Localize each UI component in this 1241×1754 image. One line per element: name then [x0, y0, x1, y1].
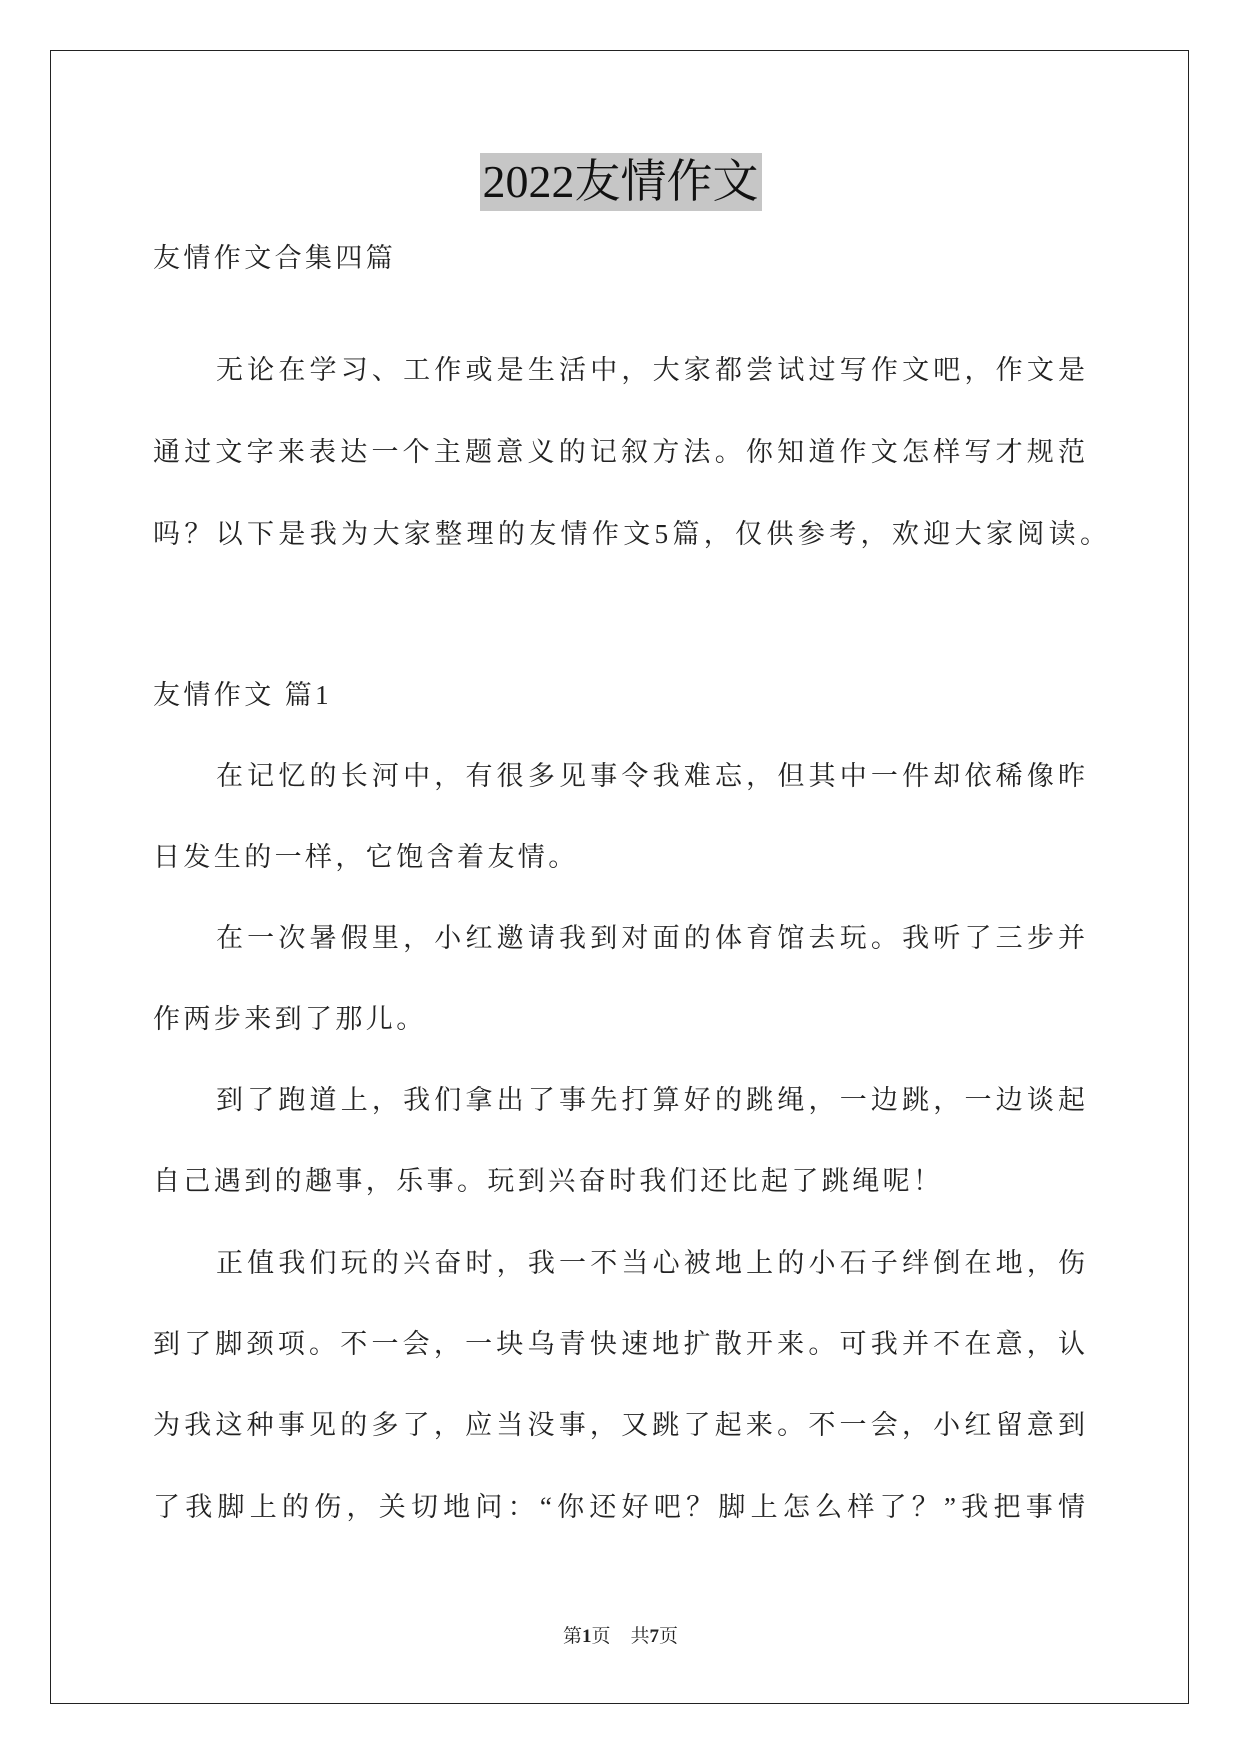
title-container [0, 153, 1241, 211]
intro-line: 无论在学习、工作或是生活中，大家都尝试过写作文吧，作文是 [216, 355, 1085, 385]
footer-page-suffix: 页 [591, 1626, 611, 1647]
footer-total-suffix: 页 [659, 1626, 679, 1647]
intro-line: 通过文字来表达一个主题意义的记叙方法。你知道作文怎样写才规范 [153, 437, 1085, 467]
footer-total-pages: 7 [649, 1626, 660, 1647]
essay-line: 正值我们玩的兴奋时，我一不当心被地上的小石子绊倒在地，伤 [216, 1248, 1085, 1278]
footer-page-number: 1 [581, 1626, 592, 1647]
intro-line: 吗？以下是我为大家整理的友情作文5篇，仅供参考，欢迎大家阅读。 [153, 519, 1107, 549]
page-footer [0, 1624, 1241, 1650]
essay-line: 到了跑道上，我们拿出了事先打算好的跳绳，一边跳，一边谈起 [216, 1085, 1085, 1115]
essay-line: 日发生的一样，它饱含着友情。 [153, 842, 579, 872]
essay-line: 为我这种事见的多了，应当没事，又跳了起来。不一会，小红留意到 [153, 1410, 1085, 1440]
essay-line: 在记忆的长河中，有很多见事令我难忘，但其中一件却依稀像昨 [216, 761, 1085, 791]
essay-line: 到了脚颈项。不一会，一块乌青快速地扩散开来。可我并不在意，认 [153, 1329, 1085, 1359]
essay-line: 在一次暑假里，小红邀请我到对面的体育馆去玩。我听了三步并 [216, 923, 1085, 953]
footer-total-prefix: 共 [630, 1626, 650, 1647]
collection-heading: 友情作文合集四篇 [153, 243, 397, 273]
essay-line: 作两步来到了那儿。 [153, 1004, 427, 1034]
footer-page-prefix: 第 [562, 1626, 582, 1647]
essay-heading: 友情作文 篇1 [153, 680, 333, 710]
page-border [50, 50, 1189, 1704]
essay-line: 自己遇到的趣事，乐事。玩到兴奋时我们还比起了跳绳呢！ [153, 1166, 944, 1196]
essay-line: 了我脚上的伤，关切地问：“你还好吧？脚上怎么样了？”我把事情 [153, 1492, 1085, 1522]
document-title: 2022友情作文 [480, 153, 762, 211]
